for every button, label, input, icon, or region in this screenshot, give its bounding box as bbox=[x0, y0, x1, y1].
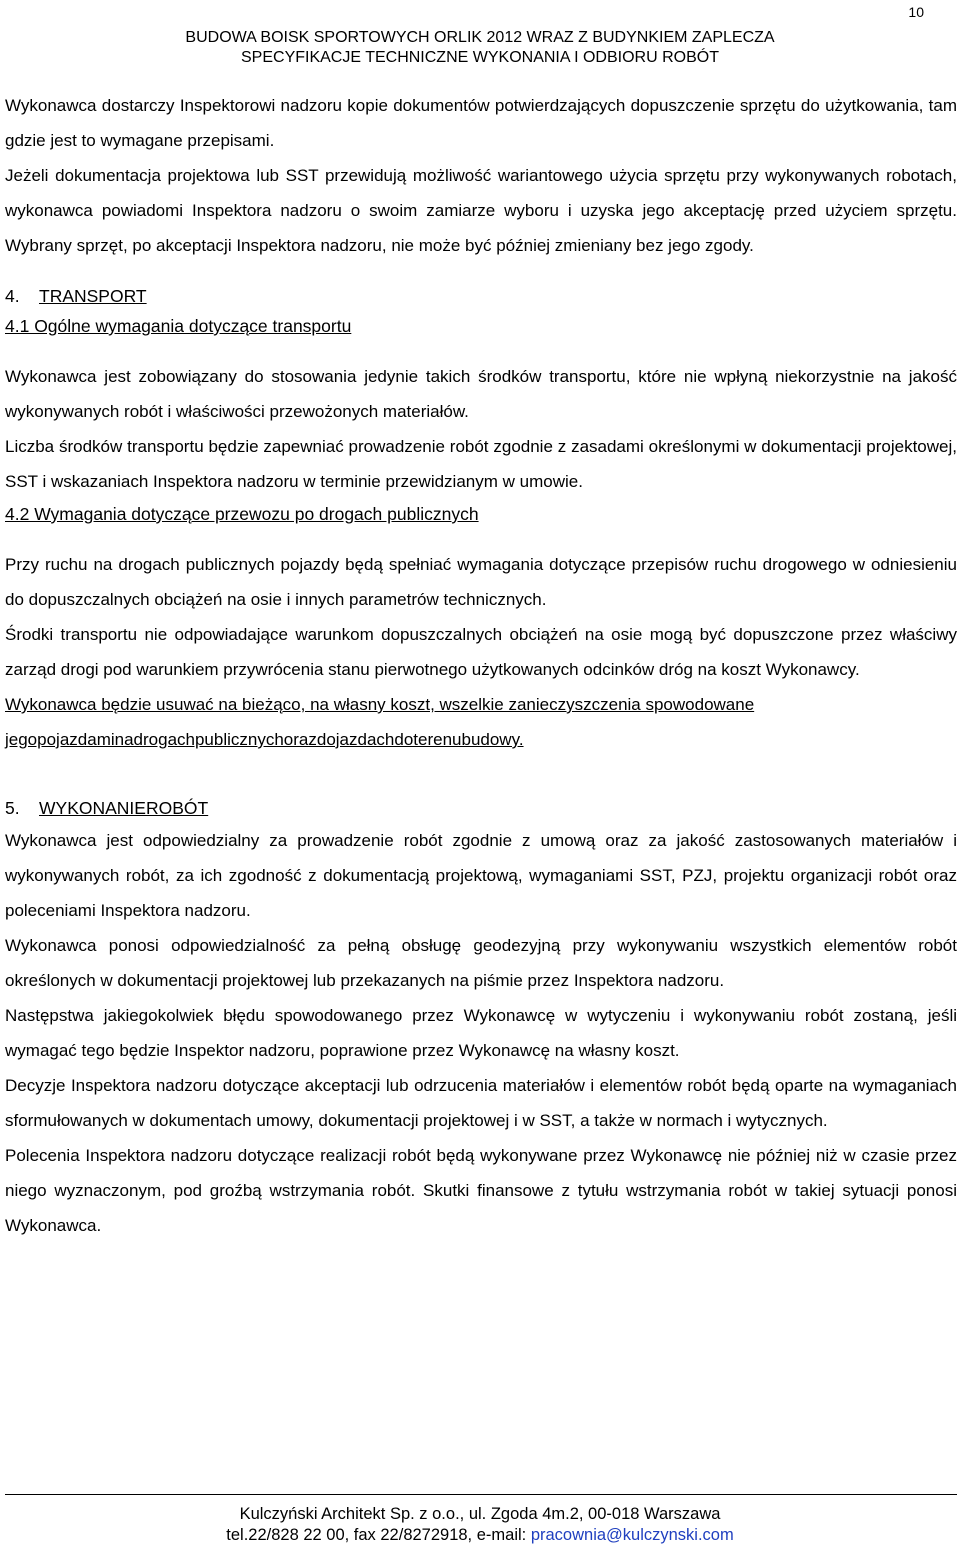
subsection-4-2-heading: 4.2 Wymagania dotyczące przewozu po drogach publicznych bbox=[5, 504, 479, 524]
footer-address: Kulczyński Architekt Sp. z o.o., ul. Zgoda 4m.2, 00-018 Warszawa bbox=[239, 1505, 721, 1523]
paragraph-inspector-decisions: Decyzje Inspektora nadzoru dotyczące akceptacji lub odrzucenia materiałów i elementów robót będą oparte na wymaganiach sformułowanych w dokumentach umowy, dokumentacji projektowej i w SST, a także w normach i wytycznych. bbox=[5, 1076, 957, 1130]
header-title: BUDOWA BOISK SPORTOWYCH ORLIK 2012 WRAZ Z BUDYNKIEM ZAPLECZA bbox=[185, 29, 775, 46]
footer-phone-fax: tel.22/828 22 00, fax 22/8272918, e-mail: bbox=[226, 1526, 531, 1544]
paragraph-equipment-variants: Jeżeli dokumentacja projektowa lub SST przewidują możliwość wariantowego użycia sprzętu przy wykonywanych robotach, wykonawca powiadomi Inspektora nadzoru o swoim zamiarze wyboru i uzyska jego akceptację przed użyciem sprzętu. Wybrany sprzęt, po akceptacji Inspektora nadzoru, nie może być później zmieniany bez jego zgody. bbox=[5, 166, 957, 255]
footer-email-link[interactable]: pracownia@kulczynski.com bbox=[530, 1526, 734, 1544]
footer-divider bbox=[5, 1494, 957, 1495]
paragraph-contractor-responsibility: Wykonawca jest odpowiedzialny za prowadzenie robót zgodnie z umową oraz za jakość zastosowanych materiałów i wykonywanych robót, za ich zgodność z dokumentacją projektową, wymaganiami SST, PZJ, projektu organizacji robót oraz poleceniami Inspektora nadzoru. bbox=[5, 831, 957, 920]
header-subtitle: SPECYFIKACJE TECHNICZNE WYKONANIA I ODBIORU ROBÓT bbox=[241, 49, 719, 66]
section-5-number: 5. bbox=[5, 798, 20, 818]
paragraph-axle-loads: Środki transportu nie odpowiadające warunkom dopuszczalnych obciążeń na osie mogą być dopuszczone przez właściwy zarząd drogi pod warunkiem przywrócenia stanu pierwotnego użytkowanych odcinków dróg na koszt Wykonawcy. bbox=[5, 625, 957, 679]
section-4-title: TRANSPORT bbox=[39, 286, 147, 306]
paragraph-public-roads: Przy ruchu na drogach publicznych pojazdy będą spełniać wymagania dotyczące przepisów ruchu drogowego w odniesieniu do dopuszczalnych obciążeń na osie i innych parametrów technicznych. bbox=[5, 555, 957, 609]
paragraph-transport-count: Liczba środków transportu będzie zapewniać prowadzenie robót zgodnie z zasadami określonymi w dokumentacji projektowej, SST i wskazaniach Inspektora nadzoru w terminie przewidzianym w umowie. bbox=[5, 437, 957, 491]
page-number: 10 bbox=[908, 4, 924, 20]
paragraph-error-consequences: Następstwa jakiegokolwiek błędu spowodowanego przez Wykonawcę w wytyczeniu i wykonywaniu robót zostaną, jeśli wymagać tego będzie Inspektor nadzoru, poprawione przez Wykonawcę na własny koszt. bbox=[5, 1006, 957, 1060]
subsection-4-1-heading: 4.1 Ogólne wymagania dotyczące transportu bbox=[5, 316, 352, 336]
footer-contact bbox=[0, 1525, 960, 1546]
section-4-number: 4. bbox=[5, 286, 20, 306]
paragraph-transport-means: Wykonawca jest zobowiązany do stosowania jedynie takich środków transportu, które nie wpłyną niekorzystnie na jakość wykonywanych robót i właściwości przewożonych materiałów. bbox=[5, 367, 957, 421]
section-5-heading bbox=[5, 793, 957, 823]
paragraph-cleanup-line-1: Wykonawca będzie usuwać na bieżąco, na własny koszt, wszelkie zanieczyszczenia spowodowane bbox=[5, 695, 755, 714]
document-body bbox=[5, 88, 957, 1243]
section-4-heading bbox=[5, 281, 957, 311]
document-footer bbox=[0, 1504, 960, 1546]
document-header bbox=[0, 28, 960, 68]
paragraph-inspector-orders: Polecenia Inspektora nadzoru dotyczące realizacji robót będą wykonywane przez Wykonawcę nie później niż w czasie przez niego wyznaczonym, pod groźbą wstrzymania robót. Skutki finansowe z tytułu wstrzymania robót w takiej sytuacji ponosi Wykonawca. bbox=[5, 1146, 957, 1235]
paragraph-equipment-documents: Wykonawca dostarczy Inspektorowi nadzoru kopie dokumentów potwierdzających dopuszczenie sprzętu do użytkowania, tam gdzie jest to wymagane przepisami. bbox=[5, 96, 957, 150]
section-5-title: WYKONANIEROBÓT bbox=[39, 798, 209, 818]
paragraph-cleanup-line-2: jegopojazdaminadrogachpublicznychorazdojazdachdoterenubudowy. bbox=[5, 730, 524, 749]
paragraph-geodetic-service: Wykonawca ponosi odpowiedzialność za pełną obsługę geodezyjną przy wykonywaniu wszystkich elementów robót określonych w dokumentacji projektowej lub przekazanych na piśmie przez Inspektora nadzoru. bbox=[5, 936, 957, 990]
